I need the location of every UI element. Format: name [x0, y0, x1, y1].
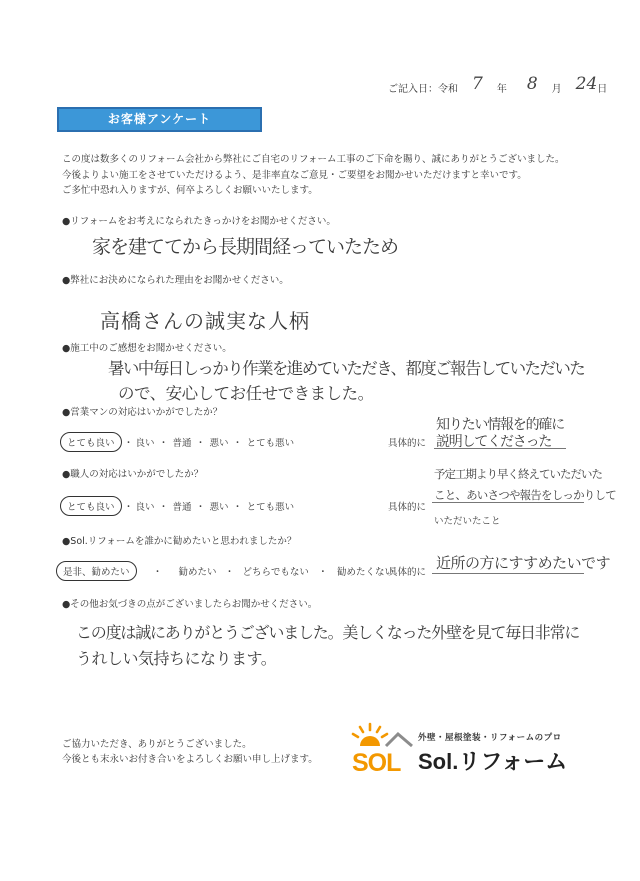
sol-logo-mark [350, 720, 416, 776]
intro-line: この度は数多くのリフォーム会社から弊社にご自宅のリフォーム工事のご下命を賜り、誠にありがとうございました。 [62, 154, 565, 165]
question-5-detail-line1: 予定工期より早く終えていただいた [434, 467, 602, 481]
option-very-bad[interactable]: とても悪い [246, 502, 295, 513]
question-4-detail-label: 具体的に [388, 438, 427, 449]
question-5-detail-underline [432, 502, 584, 503]
footer-line-2: 今後とも末永いお付き合いをよろしくお願い申し上げます。 [62, 754, 318, 765]
question-6-detail-label: 具体的に [388, 567, 427, 578]
question-6-label: ●Sol.リフォームを誰かに勧めたいと思われましたか？ [62, 536, 297, 547]
question-4-options [60, 432, 294, 452]
question-6-detail-underline [432, 573, 584, 574]
question-4-detail-line2: 説明してくださった [436, 434, 552, 450]
separator-dot: ・ [195, 438, 206, 449]
intro-line: ご多忙中恐れ入りますが、何卒よろしくお願いいたします。 [62, 185, 318, 196]
option-bad[interactable]: 悪い [209, 438, 229, 449]
separator-dot: ・ [152, 567, 163, 578]
day-unit: 日 [597, 84, 608, 95]
question-4-detail-line1: 知りたい情報を的確に [436, 417, 564, 433]
separator-dot: ・ [123, 502, 134, 513]
question-5-label: ●職人の対応はいかがでしたか？ [62, 469, 204, 480]
logo-name: Sol.リフォーム [418, 749, 568, 774]
question-1-answer: 家を建ててから長期間経っていたため [92, 236, 399, 258]
question-7-label: ●その他お気づきの点がございましたらお聞かせください。 [62, 599, 318, 610]
question-7-answer-line1: この度は誠にありがとうございました。美しくなった外壁を見て毎日非常に [76, 623, 580, 642]
question-3-answer-line2: ので、安心してお任せできました。 [118, 384, 374, 403]
question-6-detail-line1: 近所の方にすすめたいです [436, 554, 611, 572]
question-3-label: ●施工中のご感想をお聞かせください。 [62, 343, 232, 354]
footer-text [62, 737, 318, 767]
option-definitely-recommend-selected[interactable]: 是非、勧めたい [56, 561, 137, 581]
survey-title-box [57, 107, 262, 132]
survey-title: お客様アンケート [107, 112, 212, 126]
question-1-label: ●リフォームをお考えになられたきっかけをお聞かせください。 [62, 216, 336, 227]
logo-tagline: 外壁・屋根塗装・リフォームのプロ [418, 733, 562, 743]
question-2-answer: 高橋さんの誠実な人柄 [100, 309, 310, 333]
sun-rays-icon [353, 724, 387, 737]
option-very-good-selected[interactable]: とても良い [60, 432, 122, 452]
question-6-options [56, 561, 394, 581]
question-7-answer-line2: うれしい気持ちになります。 [76, 649, 277, 668]
month-unit: 月 [551, 84, 562, 95]
year-unit: 年 [496, 84, 507, 95]
intro-line: 今後よりよい施工をさせていただけるよう、是非率直なご意見・ご要望をお聞かせいただけますと幸いです。 [62, 169, 527, 181]
question-3-answer-line1: 暑い中毎日しっかり作業を進めていただき、都度ご報告していただいた [108, 359, 585, 378]
question-4-detail-underline [434, 448, 566, 449]
question-5-detail-line2: こと、あいさつや報告をしっかりして [434, 488, 616, 502]
separator-dot: ・ [158, 502, 169, 513]
option-good[interactable]: 良い [135, 438, 155, 449]
option-not-recommend[interactable]: 勧めたくない [336, 567, 394, 578]
year-value: 7 [472, 74, 483, 94]
option-recommend[interactable]: 勧めたい [178, 567, 217, 578]
option-very-good-selected[interactable]: とても良い [60, 496, 122, 516]
separator-dot: ・ [158, 438, 169, 449]
separator-dot: ・ [318, 567, 328, 578]
option-bad[interactable]: 悪い [209, 502, 229, 513]
separator-dot: ・ [224, 567, 235, 578]
question-5-options [60, 496, 294, 516]
option-very-bad[interactable]: とても悪い [246, 438, 295, 449]
day-value: 24 [575, 74, 598, 94]
question-5-detail-label: 具体的に [388, 502, 427, 513]
date-label: ご記入日：令和 [388, 84, 458, 95]
separator-dot: ・ [195, 502, 206, 513]
separator-dot: ・ [232, 438, 243, 449]
question-2-label: ●弊社にお決めになられた理由をお聞かせください。 [62, 275, 289, 286]
month-value: 8 [526, 74, 538, 94]
separator-dot: ・ [123, 438, 134, 449]
question-4-label: ●営業マンの対応はいかがでしたか？ [62, 407, 223, 418]
option-average[interactable]: 普通 [172, 502, 192, 513]
entry-date [388, 74, 608, 97]
separator-dot: ・ [232, 502, 243, 513]
option-good[interactable]: 良い [135, 502, 155, 513]
option-neutral[interactable]: どちらでもない [242, 567, 309, 578]
intro-text [62, 152, 565, 199]
logo-mark-text: SOL [352, 749, 401, 776]
house-roof-icon [386, 734, 412, 746]
sun-icon [360, 736, 380, 746]
option-average[interactable]: 普通 [172, 438, 192, 449]
question-5-detail-line3: いただいたこと [434, 516, 501, 527]
footer-line-1: ご協力いただき、ありがとうございました。 [62, 739, 252, 750]
